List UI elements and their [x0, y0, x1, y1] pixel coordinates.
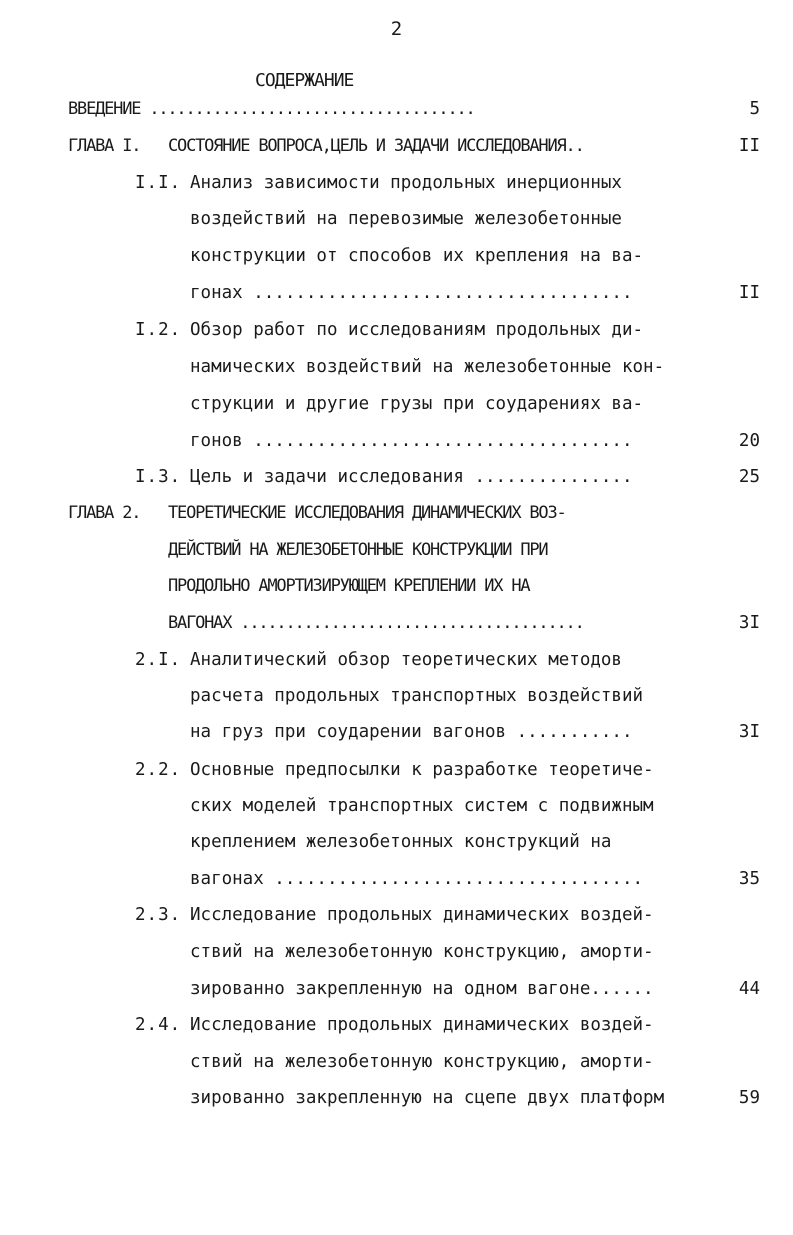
toc-entry-page: 3I	[738, 722, 760, 742]
toc-entry-2-1-cont	[0, 717, 793, 747]
toc-entry-text: ПРОДОЛЬНО АМОРТИЗИРУЮЩЕМ КРЕПЛЕНИИ ИХ НА	[168, 576, 530, 596]
toc-entry-page: 20	[738, 431, 760, 451]
toc-entry-2-4-cont	[0, 1083, 793, 1113]
toc-entry-number: I.2.	[135, 320, 182, 340]
toc-entry-text: ВАГОНАХ ......................................	[168, 613, 584, 633]
toc-entry-number: ГЛАВА I.	[68, 136, 141, 156]
toc-entry-text: Обзор работ по исследованиям продольных ди-	[190, 320, 644, 340]
toc-entry-1-2-cont	[0, 389, 793, 419]
toc-entry-chapter-2-cont	[0, 535, 793, 565]
toc-entry-1-2-cont	[0, 426, 793, 456]
toc-entry-text: воздействий на перевозимые железобетонные	[190, 209, 622, 229]
toc-entry-text: вагонах ...................................	[190, 869, 644, 889]
toc-entry-2-4-cont	[0, 1047, 793, 1077]
toc-entry-text: намических воздействий на железобетонные кон-	[190, 357, 665, 377]
toc-entry-text: расчета продольных транспортных воздействий	[190, 686, 644, 706]
toc-entry-number: 2.3.	[135, 905, 182, 925]
toc-entry-1-1-cont	[0, 241, 793, 271]
toc-entry-page: 44	[738, 979, 760, 999]
toc-entry-1-2-cont	[0, 352, 793, 382]
toc-entry-introduction	[0, 94, 793, 124]
toc-entry-1-3	[0, 462, 793, 492]
toc-entry-2-2	[0, 755, 793, 785]
toc-entry-text: конструкции от способов их крепления на ва-	[190, 246, 644, 266]
toc-entry-text: Анализ зависимости продольных инерционных	[190, 173, 622, 193]
toc-entry-2-3	[0, 900, 793, 930]
toc-entry-chapter-2-cont	[0, 608, 793, 638]
toc-entry-2-2-cont	[0, 864, 793, 894]
toc-entry-number: 2.2.	[135, 760, 182, 780]
toc-entry-page: 25	[738, 467, 760, 487]
toc-entry-page: 59	[738, 1088, 760, 1108]
page-number: 2	[390, 18, 403, 40]
toc-entry-text: на груз при соударении вагонов ...........	[190, 722, 633, 742]
toc-entry-text: ствий на железобетонную конструкцию, аморти-	[190, 1052, 654, 1072]
toc-entry-page: 35	[738, 869, 760, 889]
toc-entry-2-2-cont	[0, 791, 793, 821]
toc-entry-chapter-2-cont	[0, 571, 793, 601]
toc-entry-text: струкции и другие грузы при соударениях ва-	[190, 394, 644, 414]
toc-entry-number: I.I.	[135, 173, 182, 193]
toc-entry-2-2-cont	[0, 827, 793, 857]
toc-entry-2-1	[0, 645, 793, 675]
toc-entry-text: зированно закрепленную на одном вагоне......	[190, 979, 654, 999]
toc-entry-page: II	[738, 136, 760, 156]
toc-entry-1-1	[0, 168, 793, 198]
toc-entry-number: I.3.	[135, 467, 182, 487]
toc-entry-text: гонов ....................................	[190, 431, 633, 451]
toc-entry-text: Основные предпосылки к разработке теоретиче-	[190, 760, 654, 780]
toc-entry-text: зированно закрепленную на сцепе двух платформ	[190, 1088, 665, 1108]
toc-entry-text: СОСТОЯНИЕ ВОПРОСА,ЦЕЛЬ И ЗАДАЧИ ИССЛЕДОВАНИЯ..	[168, 136, 584, 156]
toc-entry-text: Исследование продольных динамических воздей-	[190, 905, 654, 925]
toc-entry-text: Исследование продольных динамических воздей-	[190, 1015, 654, 1035]
toc-entry-page: 5	[749, 99, 760, 119]
toc-entry-text: ских моделей транспортных систем с подвижным	[190, 796, 654, 816]
toc-entry-page: 3I	[738, 613, 760, 633]
toc-entry-2-1-cont	[0, 681, 793, 711]
toc-title: СОДЕРЖАНИЕ	[255, 70, 354, 91]
toc-entry-number: 2.4.	[135, 1015, 182, 1035]
toc-entry-text: Аналитический обзор теоретических методов	[190, 650, 622, 670]
toc-entry-1-1-cont	[0, 278, 793, 308]
toc-entry-2-3-cont	[0, 937, 793, 967]
toc-entry-text: Цель и задачи исследования ...............	[190, 467, 633, 487]
toc-entry-1-2	[0, 315, 793, 345]
toc-entry-2-4	[0, 1010, 793, 1040]
toc-entry-text: ТЕОРЕТИЧЕСКИЕ ИССЛЕДОВАНИЯ ДИНАМИЧЕСКИХ ВОЗ-	[168, 503, 566, 523]
toc-entry-text: ДЕЙСТВИЙ НА ЖЕЛЕЗОБЕТОННЫЕ КОНСТРУКЦИИ ПРИ	[168, 540, 548, 560]
toc-entry-text: гонах ....................................	[190, 283, 633, 303]
toc-entry-number: ГЛАВА 2.	[68, 503, 141, 523]
toc-entry-text: ствий на железобетонную конструкцию, аморти-	[190, 942, 654, 962]
toc-entry-page: II	[738, 283, 760, 303]
toc-entry-number: 2.I.	[135, 650, 182, 670]
toc-entry-text: ВВЕДЕНИЕ ....................................	[68, 99, 475, 119]
toc-entry-text: креплением железобетонных конструкций на	[190, 832, 612, 852]
toc-entry-2-3-cont	[0, 974, 793, 1004]
toc-entry-1-1-cont	[0, 204, 793, 234]
toc-entry-chapter-2	[0, 498, 793, 528]
toc-entry-chapter-1	[0, 131, 793, 161]
